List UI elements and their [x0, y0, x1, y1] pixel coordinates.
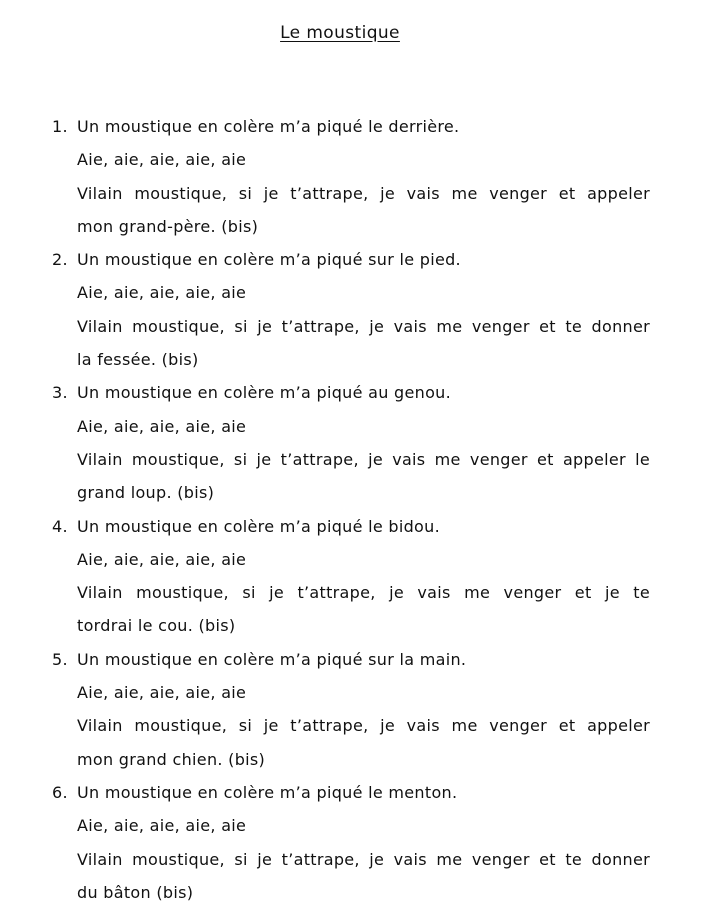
verse-line — [0, 276, 712, 309]
verse-number: 6. — [52, 782, 68, 802]
refrain-text: Aie, aie, aie, aie, aie — [77, 150, 247, 170]
verse-text: Un moustique en colère m’a piqué sur le pied. — [77, 250, 461, 270]
verse-text: Vilain moustique, si je t’attrape, je vais me venger et appeler — [77, 716, 650, 736]
verse-text: Vilain moustique, si je t’attrape, je vais me venger et je te — [77, 583, 650, 603]
verse-text: Vilain moustique, si je t’attrape, je vais me venger et te donner — [77, 316, 650, 336]
verse-line — [0, 310, 712, 343]
verse-text: Un moustique en colère m’a piqué le derrière. — [77, 117, 460, 136]
verse-text: mon grand chien. (bis) — [77, 749, 266, 769]
verse-text: Vilain moustique, si je t’attrape, je vais me venger et te donner — [77, 849, 650, 869]
verse-line — [0, 110, 712, 143]
verse-line — [0, 443, 712, 476]
refrain-text: Aie, aie, aie, aie, aie — [77, 683, 247, 703]
verse-text: grand loup. (bis) — [77, 483, 215, 503]
verse-number: 4. — [52, 516, 68, 536]
verse-1 — [0, 110, 712, 243]
verse-text: Un moustique en colère m’a piqué au genou. — [77, 383, 452, 403]
verse-3 — [0, 376, 712, 509]
verse-5 — [0, 643, 712, 776]
verse-2 — [0, 243, 712, 376]
verse-line — [0, 676, 712, 709]
verse-line — [0, 476, 712, 509]
verse-line — [0, 243, 712, 276]
verse-line — [0, 576, 712, 609]
verse-line — [0, 410, 712, 443]
verse-text: Vilain moustique, si je t’attrape, je vais me venger et appeler — [77, 183, 650, 203]
verse-line — [0, 643, 712, 676]
verse-line — [0, 876, 712, 909]
verse-line — [0, 376, 712, 409]
verse-line — [0, 343, 712, 376]
verse-text: la fessée. (bis) — [77, 350, 199, 370]
verse-number: 2. — [52, 250, 68, 270]
verse-text: Un moustique en colère m’a piqué le bidou. — [77, 516, 440, 536]
verse-text: Un moustique en colère m’a piqué le menton. — [77, 782, 458, 802]
verse-line — [0, 609, 712, 642]
verse-6 — [0, 776, 712, 909]
verse-text: tordrai le cou. (bis) — [77, 616, 236, 636]
verse-number: 3. — [52, 383, 68, 403]
verse-line — [0, 809, 712, 842]
verse-4 — [0, 510, 712, 643]
verse-line — [0, 776, 712, 809]
verse-text: Vilain moustique, si je t’attrape, je vais me venger et appeler le — [77, 449, 650, 469]
verse-line — [0, 510, 712, 543]
verse-text: du bâton (bis) — [77, 882, 194, 902]
verse-line — [0, 143, 712, 176]
verse-line — [0, 210, 712, 243]
refrain-text: Aie, aie, aie, aie, aie — [77, 816, 247, 836]
refrain-text: Aie, aie, aie, aie, aie — [77, 549, 247, 569]
verse-line — [0, 709, 712, 742]
verse-number: 1. — [52, 117, 68, 136]
page-title: Le moustique — [280, 23, 400, 43]
verse-number: 5. — [52, 649, 68, 669]
verse-line — [0, 543, 712, 576]
refrain-text: Aie, aie, aie, aie, aie — [77, 283, 247, 303]
verse-line — [0, 743, 712, 776]
refrain-text: Aie, aie, aie, aie, aie — [77, 416, 247, 436]
verse-line — [0, 177, 712, 210]
verse-line — [0, 843, 712, 876]
verse-text: mon grand-père. (bis) — [77, 216, 259, 236]
verse-text: Un moustique en colère m’a piqué sur la main. — [77, 649, 467, 669]
verse-list — [0, 110, 712, 909]
